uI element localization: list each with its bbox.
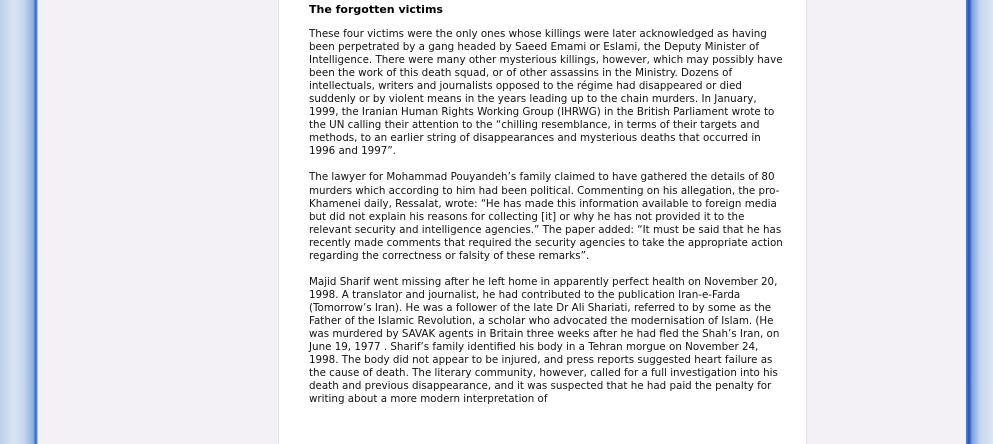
article-body <box>309 3 789 419</box>
window-frame-left <box>0 0 38 444</box>
document-page <box>279 0 806 444</box>
paragraph-1: These four victims were the only ones whose killings were later acknowledged as having been perpetrated by a gang headed by Saeed Emami or Eslami, the Deputy Minister of Intelligence. There were many other mysterious killings, however, which may possibly have been the work of this death squad, or of other assassins in the Ministry. Dozens of intellectuals, writers and journalists opposed to the régime had disappeared or died suddenly or by violent means in the years leading up to the chain murders. In January, 1999, the Iranian Human Rights Working Group (IHRWG) in the British Parliament wrote to the UN calling their attention to the “chilling resemblance, in terms of their targets and methods, to an earlier string of disappearances and mysterious deaths that occurred in 1996 and 1997”. <box>309 28 783 158</box>
section-heading: The forgotten victims <box>309 3 443 16</box>
paragraph-2: The lawyer for Mohammad Pouyandeh’s family claimed to have gathered the details of 80 murders which according to him had been political. Commenting on his allegation, the pro-Khamenei daily, Ressalat, wrote: “He has made this information available to foreign media but did not explain his reasons for collecting [it] or why he has not provided it to the relevant security and intelligence agencies.” The paper added: “It must be said that he has recently made comments that required the security agencies to take the appropriate action regarding the correctness or falsity of these remarks”. <box>309 171 783 262</box>
window-frame-right <box>966 0 993 444</box>
paragraph-3: Majid Sharif went missing after he left home in apparently perfect health on November 20, 1998. A translator and journalist, he had contributed to the publication Iran-e-Farda (Tomorrow’s Iran). He was a follower of the late Dr Ali Shariati, referred to by some as the Father of the Islamic Revolution, a scholar who advocated the modernisation of Islam. (He was murdered by SAVAK agents in Britain three weeks after he had fled the Shah’s Iran, on June 19, 1977 . Sharif’s family identified his body in a Tehran morgue on November 24, 1998. The body did not appear to be injured, and press reports suggested heart failure as the cause of death. The literary community, however, called for a full investigation into his death and previous disappearance, and it was suspected that he had paid the penalty for writing about a more modern interpretation of <box>309 275 780 406</box>
document-canvas[interactable] <box>38 0 966 444</box>
